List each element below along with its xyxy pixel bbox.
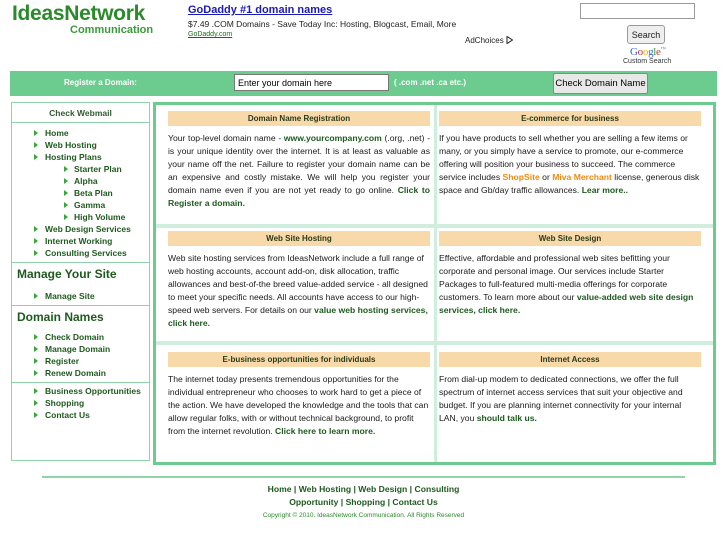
sidebar-item-register[interactable] bbox=[12, 355, 149, 367]
chevron-right-icon bbox=[64, 178, 68, 184]
sidebar-item-label: Business Opportunities bbox=[45, 386, 141, 396]
sidebar-item-label: Renew Domain bbox=[45, 368, 106, 378]
ebusiness-learn-more-link[interactable]: Click here to learn more. bbox=[275, 426, 376, 437]
section-title: Web Site Hosting bbox=[168, 231, 430, 246]
footer-separator: | bbox=[385, 497, 393, 507]
footer-link-web-design[interactable]: Web Design bbox=[358, 484, 408, 494]
chevron-right-icon bbox=[34, 154, 38, 160]
footer-divider bbox=[42, 476, 685, 478]
domain-nav bbox=[12, 331, 149, 379]
sidebar-item-manage-domain[interactable] bbox=[12, 343, 149, 355]
footer-link-opportunity[interactable]: Opportunity bbox=[289, 497, 339, 507]
ad-url-link[interactable]: GoDaddy.com bbox=[188, 31, 233, 38]
logo-title: IdeasNetwork bbox=[12, 2, 145, 25]
sidebar-item-contact-us[interactable] bbox=[12, 409, 149, 421]
register-domain-link[interactable]: Click to Register a domain. bbox=[168, 185, 430, 209]
text-run: (.org, .net) - is your unique identity over the internet. It is at least as valuable as your name off the net. Failure to register your domain name can be an expensive and costly mistake. We will help you register your domain name even if you are not yet ready to go online. bbox=[168, 133, 430, 196]
section-text bbox=[168, 252, 430, 331]
sidebar-item-label: Shopping bbox=[45, 398, 85, 408]
sidebar-item-label: High Volume bbox=[74, 212, 126, 222]
domain-register-bar bbox=[10, 71, 717, 96]
ebusiness-section bbox=[168, 352, 430, 438]
section-title: E-commerce for business bbox=[439, 111, 701, 126]
hosting-services-link[interactable]: value web hosting services, click here. bbox=[168, 305, 428, 329]
chevron-right-icon bbox=[34, 293, 38, 299]
footer-row bbox=[0, 496, 727, 509]
section-text bbox=[439, 132, 701, 197]
row-divider bbox=[156, 341, 713, 345]
chevron-right-icon bbox=[64, 214, 68, 220]
chevron-right-icon bbox=[34, 412, 38, 418]
web-design-section bbox=[439, 231, 701, 317]
sidebar-item-label: Beta Plan bbox=[74, 188, 113, 198]
sidebar-nav bbox=[12, 127, 149, 259]
chevron-right-icon bbox=[34, 388, 38, 394]
chevron-right-icon bbox=[34, 400, 38, 406]
footer-link-contact-us[interactable]: Contact Us bbox=[392, 497, 438, 507]
chevron-right-icon bbox=[34, 142, 38, 148]
chevron-right-icon bbox=[34, 358, 38, 364]
domain-input[interactable]: Enter your domain here bbox=[234, 74, 389, 91]
sidebar-item-label: Consulting Services bbox=[45, 248, 127, 258]
check-webmail-link[interactable]: Check Webmail bbox=[12, 103, 149, 123]
domain-extensions-hint: ( .com .net .ca etc.) bbox=[394, 78, 467, 87]
text-run: The internet today presents tremendous opportunities for the individual entrepreneur who chooses to work hard to get a piece of the action. We have developed the knowledge and the tools that can allow regular folks, with or without technical background, to profit from the internet revolution. bbox=[168, 374, 429, 437]
sidebar bbox=[11, 102, 150, 461]
footer-link-shopping[interactable]: Shopping bbox=[345, 497, 386, 507]
site-search-input[interactable] bbox=[580, 3, 695, 19]
web-hosting-section bbox=[168, 231, 430, 331]
text-run: Effective, affordable and professional web sites befitting your corporate and personal image. Our services include Starter Packages to full-featured multi-media offerings for corporate customers. To learn more about our bbox=[439, 253, 670, 303]
adchoices-label: AdChoices bbox=[465, 36, 504, 45]
chevron-right-icon bbox=[34, 226, 38, 232]
sidebar-divider bbox=[12, 382, 149, 383]
domain-registration-section bbox=[168, 111, 430, 211]
chevron-right-icon bbox=[34, 334, 38, 340]
shopsite-link[interactable]: ShopSite bbox=[502, 172, 540, 183]
footer-separator: | bbox=[351, 484, 359, 494]
footer-nav bbox=[0, 483, 727, 509]
chevron-right-icon bbox=[64, 190, 68, 196]
custom-search-label: Custom Search bbox=[623, 58, 672, 65]
footer-link-home[interactable]: Home bbox=[267, 484, 292, 494]
section-title: Domain Name Registration bbox=[168, 111, 430, 126]
sidebar-item-check-domain[interactable] bbox=[12, 331, 149, 343]
sidebar-item-internet-working[interactable] bbox=[12, 235, 149, 247]
chevron-right-icon bbox=[34, 370, 38, 376]
miva-merchant-link[interactable]: Miva Merchant bbox=[552, 172, 612, 183]
text-run: If you have products to sell whether you are selling a few items or many, or you simply have a service to promote, our e-commerce offering will position your business to succeed. The commerce service includes bbox=[439, 133, 688, 183]
sidebar-item-manage-site[interactable] bbox=[12, 290, 149, 302]
section-title: Internet Access bbox=[439, 352, 701, 367]
ad-description: $7.49 .COM Domains - Save Today Inc: Hosting, Blogcast, Email, More bbox=[188, 19, 457, 29]
sidebar-item-label: Manage Domain bbox=[45, 344, 111, 354]
section-title: Web Site Design bbox=[439, 231, 701, 246]
section-text bbox=[439, 373, 701, 425]
text-run: Your top-level domain name - bbox=[168, 133, 284, 143]
ad-title-link[interactable]: GoDaddy #1 domain names bbox=[188, 4, 333, 16]
chevron-right-icon bbox=[34, 238, 38, 244]
chevron-right-icon bbox=[34, 346, 38, 352]
adchoices-icon bbox=[506, 36, 513, 44]
domain-example: www.yourcompany.com bbox=[283, 133, 382, 143]
google-logo: Google™ bbox=[630, 46, 666, 58]
sidebar-item-label: Hosting Plans bbox=[45, 152, 102, 162]
sidebar-item-label: Check Domain bbox=[45, 332, 105, 342]
sidebar-item-label: Gamma bbox=[74, 200, 106, 210]
text-run: or bbox=[539, 172, 553, 183]
site-search-button[interactable]: Search bbox=[627, 25, 665, 44]
text-run: license, generous disk space and Gb/day traffic allowances. bbox=[439, 172, 700, 196]
row-divider bbox=[156, 224, 713, 228]
sidebar-item-label: Home bbox=[45, 128, 69, 138]
register-label: Register a Domain: bbox=[64, 78, 137, 87]
ecommerce-section bbox=[439, 111, 701, 197]
sidebar-item-label: Internet Working bbox=[45, 236, 113, 246]
section-title: E-business opportunities for individuals bbox=[168, 352, 430, 367]
copyright-text: Copyright © 2010. IdeasNetwork Communication. All Rights Reserved bbox=[262, 512, 465, 519]
sidebar-item-label: Manage Site bbox=[45, 291, 95, 301]
learn-more-link[interactable]: Lear more.. bbox=[581, 185, 629, 196]
sidebar-item-label: Web Hosting bbox=[45, 140, 97, 150]
sidebar-item-consulting-services[interactable] bbox=[12, 247, 149, 259]
sidebar-divider bbox=[12, 305, 149, 306]
text-run: From dial-up modem to dedicated connections, we offer the full spectrum of internet access services that suit your objective and budget. If you are planning internet connectivity for your internal LAN, you bbox=[439, 374, 683, 424]
sidebar-item-label: Contact Us bbox=[45, 410, 90, 420]
text-run: Web site hosting services from IdeasNetwork include a full range of web hosting accounts, account add-on, disk allocation, traffic allowances and best-of-the breed value-added service - all designed to meet your specific needs. All accounts have access to our high-speed web servers. For details on our bbox=[168, 253, 428, 316]
adchoices-link[interactable] bbox=[465, 36, 513, 45]
sidebar-item-label: Web Design Services bbox=[45, 224, 131, 234]
sidebar-item-business-opportunities[interactable] bbox=[12, 385, 149, 397]
footer-row bbox=[0, 483, 727, 496]
footer-link-consulting[interactable]: Consulting bbox=[414, 484, 460, 494]
sidebar-item-starter-plan[interactable] bbox=[12, 163, 149, 175]
sidebar-item-label: Starter Plan bbox=[74, 164, 122, 174]
chevron-right-icon bbox=[34, 130, 38, 136]
sidebar-item-beta-plan[interactable] bbox=[12, 187, 149, 199]
section-text bbox=[439, 252, 701, 317]
sidebar-item-high-volume[interactable] bbox=[12, 211, 149, 223]
business-nav bbox=[12, 385, 149, 421]
footer-separator: | bbox=[291, 484, 299, 494]
chevron-right-icon bbox=[64, 202, 68, 208]
sidebar-item-web-design-services[interactable] bbox=[12, 223, 149, 235]
talk-to-us-link[interactable]: should talk us. bbox=[476, 413, 537, 424]
text-ad bbox=[188, 4, 518, 38]
sidebar-item-home[interactable] bbox=[12, 127, 149, 139]
footer-link-web-hosting[interactable]: Web Hosting bbox=[298, 484, 352, 494]
chevron-right-icon bbox=[64, 166, 68, 172]
internet-access-section bbox=[439, 352, 701, 425]
sidebar-item-label: Alpha bbox=[74, 176, 98, 186]
check-domain-button[interactable]: Check Domain Name bbox=[553, 73, 648, 94]
footer-separator: | bbox=[338, 497, 346, 507]
manage-nav bbox=[12, 290, 149, 302]
manage-site-heading: Manage Your Site bbox=[17, 267, 117, 281]
logo-subtitle: Communication bbox=[70, 24, 154, 36]
sidebar-item-shopping[interactable] bbox=[12, 397, 149, 409]
domain-names-heading: Domain Names bbox=[17, 310, 104, 324]
section-text bbox=[168, 373, 430, 438]
sidebar-item-hosting-plans[interactable] bbox=[12, 151, 149, 163]
sidebar-divider bbox=[12, 262, 149, 263]
column-divider bbox=[434, 105, 437, 462]
sidebar-item-renew-domain[interactable] bbox=[12, 367, 149, 379]
site-logo[interactable] bbox=[12, 2, 154, 36]
main-content bbox=[153, 102, 716, 465]
sidebar-item-gamma[interactable] bbox=[12, 199, 149, 211]
footer-separator: | bbox=[407, 484, 415, 494]
sidebar-item-label: Register bbox=[45, 356, 80, 366]
sidebar-item-alpha[interactable] bbox=[12, 175, 149, 187]
section-text bbox=[168, 132, 430, 211]
sidebar-item-web-hosting[interactable] bbox=[12, 139, 149, 151]
design-services-link[interactable]: value-added web site design services, click here. bbox=[439, 292, 694, 316]
chevron-right-icon bbox=[34, 250, 38, 256]
